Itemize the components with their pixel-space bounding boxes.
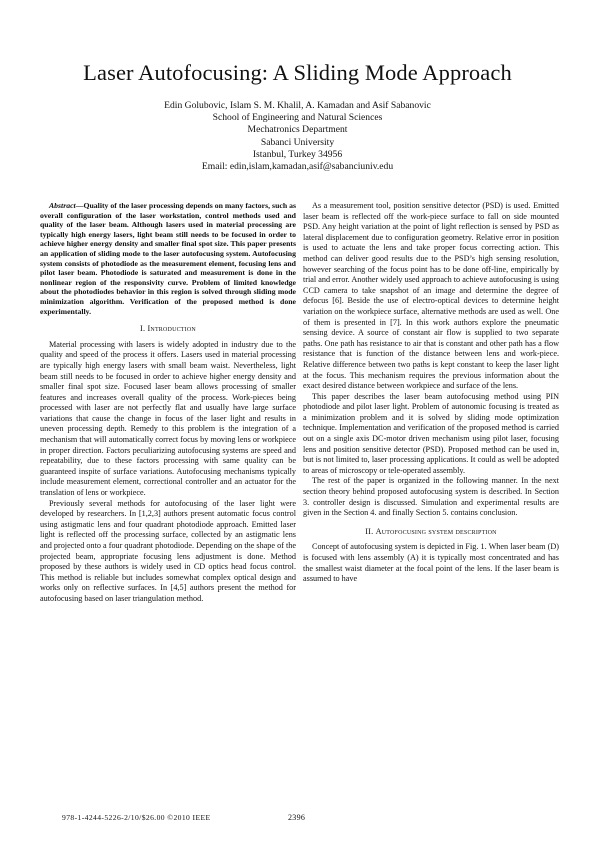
section-title: Autofocusing system description xyxy=(375,526,497,536)
affiliation-line: School of Engineering and Natural Sciences xyxy=(212,112,383,124)
affiliation-line: Mechatronics Department xyxy=(247,124,348,136)
section-heading-autofocusing xyxy=(303,527,559,538)
author-names: Edin Golubovic, Islam S. M. Khalil, A. Kamadan and Asif Sabanovic xyxy=(164,100,431,111)
paragraph: This paper describes the laser beam autofocusing method using PIN photodiode and pilot laser light. Problem of autonomic focusing is treated as a minimization problem and it is solved by sliding mode optimization technique. Implementation and verification of the proposed method is carried out on a single axis DC-motor driven mechanism using pilot laser, focusing lens and position sensitive detector (PSD). Proposed method can be used in, but is not limited to, laser processing applications. It could as well be adopted to areas of microscopy or tele-operated assembly. xyxy=(303,391,559,475)
abstract-text: —Quality of the laser processing depends on many factors, such as overall configuration of the laser workstation, control methods used and quality of the laser beam. Although lasers used in material processing are typically high energy lasers, light beam still needs to be focused in order to achieve higher energy density and smaller final spot size. This paper presents an application of sliding mode to the laser autofocusing system. Autofocusing system consists of photodiode as the measurement element, focusing lens and pilot laser beam. Photodiode is saturated and measurement is done in the nonlinear region of the responsivity curve. Problem of limited knowledge about the photodiodes behavior in this region is solved through sliding mode minimization algorithm. Verification of the proposed method is done experimentally. xyxy=(40,201,296,316)
affiliation-line: Sabanci University xyxy=(260,136,335,148)
abstract-label: Abstract xyxy=(49,201,76,210)
abstract xyxy=(40,201,296,316)
section-number: II. xyxy=(365,526,374,536)
left-column xyxy=(40,201,296,605)
paragraph: As a measurement tool, position sensitive detector (PSD) is used. Emitted laser beam is reflected off the work-piece surface to fall on side mounted PSD. Any height variation at the point of light reflection is sensed by PSD as lateral displacement due to configuration geometry. Relative error in position is used to actuate the lens and take proper focus correcting action. This method can deliver good results due to the PSD’s high sensing resolution, however searching of the focus point has to be done off-line, empirically by trial and error. Another widely used approach to achieve autofocusing is using CCD camera to take snapshot of an image and determine the degree of defocus [6]. Beside the use of electro-optical devices to determine height variation on the workpiece surface, alternative methods are used as well. One of them is presented in [7]. In this work authors explore the pneumatic sensing device. A source of constant air flow is supplied to two separate paths. One path has resistance to air that is constant and other path has a flow resistance that is function of the distance between lens and work-piece. Relative difference between two paths is kept constant to keep the laser light at the focus. This mechanism requires the previous information about the exact desired distance between workpiece and surface of the lens. xyxy=(303,201,559,391)
paragraph: The rest of the paper is organized in the following manner. In the next section theory behind proposed autofocusing system is described. In Section 3. controller design is discussed. Simulation and experimental results are given in the Section 4. and finally Section 5. contains conclusion. xyxy=(303,476,559,518)
section-number: I. xyxy=(140,324,146,334)
author-email: Email: edin,islam,kamadan,asif@sabanciuniv.edu xyxy=(201,161,394,173)
page-number: 2396 xyxy=(288,813,306,822)
paragraph: Material processing with lasers is widely adopted in industry due to the quality and speed of the process it offers. Lasers used in material processing are typically high energy lasers with small beam waist. Nevertheless, light beam still needs to be focused in order to achieve higher energy density and smaller final spot size. Focused laser beam allows processing of smaller features and increases overall quality of the process. Work-pieces being processed with laser are not perfectly flat and usually have large surface variations that cause the change in focus of the laser light and results in uneven processing depth. Remedy to this problem is the integration of a mechanism that will automatically correct focus by moving lens or workpiece in proper direction. Factors peculiarizing autofocusing systems are speed and repeatability, due to these factors processing with same quality can be guaranteed inspite of surface variations. Autofocusing mechanisms typically include measurement element, correctional controller and an actuator for the translation of lens or workpiece. xyxy=(40,339,296,498)
paragraph: Concept of autofocusing system is depicted in Fig. 1. When laser beam (D) is focused with lens assembly (A) it is typically most concentrated and has the smallest waist diameter at the focal point of the lens. If the laser beam is assumed to have xyxy=(303,542,559,584)
section-title: Introduction xyxy=(147,324,196,334)
paper-title: Laser Autofocusing: A Sliding Mode Approach xyxy=(83,60,512,85)
author-block xyxy=(0,100,595,173)
footer-isbn: 978-1-4244-5226-2/10/$26.00 ©2010 IEEE xyxy=(62,813,211,822)
right-column xyxy=(303,201,559,585)
affiliation-line: Istanbul, Turkey 34956 xyxy=(252,148,343,160)
paragraph: Previously several methods for autofocusing of the laser light were developed by researchers. In [1,2,3] authors present automatic focus control using astigmatic lens and four quadrant photodiode approach. Emitted laser light is reflected off the processing surface, collected by an astigmatic lens and projected onto a four quadrant photodiode. Depending on the shape of the projected beam, appropriate focusing lens adjustment is done. Method proposed by these authors is widely used in CD optics head focus control. This method is reliable but includes somewhat complex optical design and works only on reflective surfaces. In [4,5] authors present the method for autofocusing based on laser triangulation method. xyxy=(40,498,296,603)
section-heading-introduction xyxy=(40,324,296,335)
